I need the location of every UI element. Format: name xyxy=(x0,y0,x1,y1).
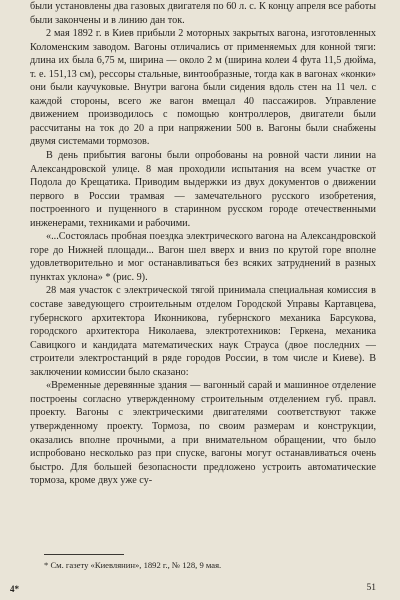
body-text xyxy=(30,0,376,488)
paragraph-1: были установлены два газовых двигателя по 60 л. с. К концу апреля все работы были закончены и в линию дан ток. xyxy=(30,1,376,26)
paragraph-2: 2 мая 1892 г. в Киев прибыли 2 моторных закрытых вагона, изготовленных Коломенским заводом. Вагоны отличались от применяемых для конной тяги: длина их была 6,75 м, ширина — около 2 м (ширина колеи 4 фута 11,5 дюйма, т. е. 151,13 см), рессоры стальные, винтообразные, тогда как в вагонах «конки» они были каучуковые. Внутри вагона были сидения вдоль стен на 11 чел. с каждой стороны, всего же вагон вмещал 40 пассажиров. Управление движением производилось с помощью контроллеров, двигатели были рассчитаны на ток до 20 а при напряжении 500 в. Вагоны были снабжены двумя системами тормозов. xyxy=(30,28,376,148)
paragraph-3: В день прибытия вагоны были опробованы на ровной части линии на Александровской улице. 8 мая проходили испытания на всем участке от Подола до Крещатика. Приводим выдержки из двух документов о движении первого в России трамвая — замечательного русского изобретения, построенного и пущенного в старинном русском городе отечественными инженерами, техниками и рабочими. xyxy=(30,150,376,229)
printer-signature: 4* xyxy=(10,584,19,594)
footnote-divider xyxy=(44,554,124,555)
quote-1: «...Состоялась пробная поездка электрического вагона на Александровской горе до Нижней площади... Вагон шел вверх и вниз по крутой горе вполне удовлетворительно и мог останавливаться без всяких затруднений в разных пунктах уклона» * (рис. 9). xyxy=(30,231,376,283)
page-number: 51 xyxy=(366,583,376,593)
quote-2: «Временные деревянные здания — вагонный сарай и машинное отделение построены согласно утвержденному строительным отделением губ. правл. проекту. Вагоны с электрическими двигателями соответствуют также утвержденному проекту. Тормоза, по своим размерам и конструкции, оказались вполне прочными, а при внимательном обращении, что было испробовано несколько раз при спуске, вагоны могут останавливаться очень быстро. Для большей безопасности предложено устроить автоматические тормоза, кроме двух уже су- xyxy=(30,380,376,487)
paragraph-4: 28 мая участок с электрической тягой принимала специальная комиссия в составе заведующего строительным отделом Городской Управы Картавцева, губернского архитектора Иконникова, губернского механика Барсукова, городского архитектора Николаева, электротехников: Геркена, механика Савицкого и кандидата математических наук Страуса (двое последних — строители электростанций в ряде городов России, в том числе и Киеве). В заключении комиссии было сказано: xyxy=(30,285,376,378)
footnote: * См. газету «Киевлянин», 1892 г., № 128, 9 мая. xyxy=(44,560,222,570)
